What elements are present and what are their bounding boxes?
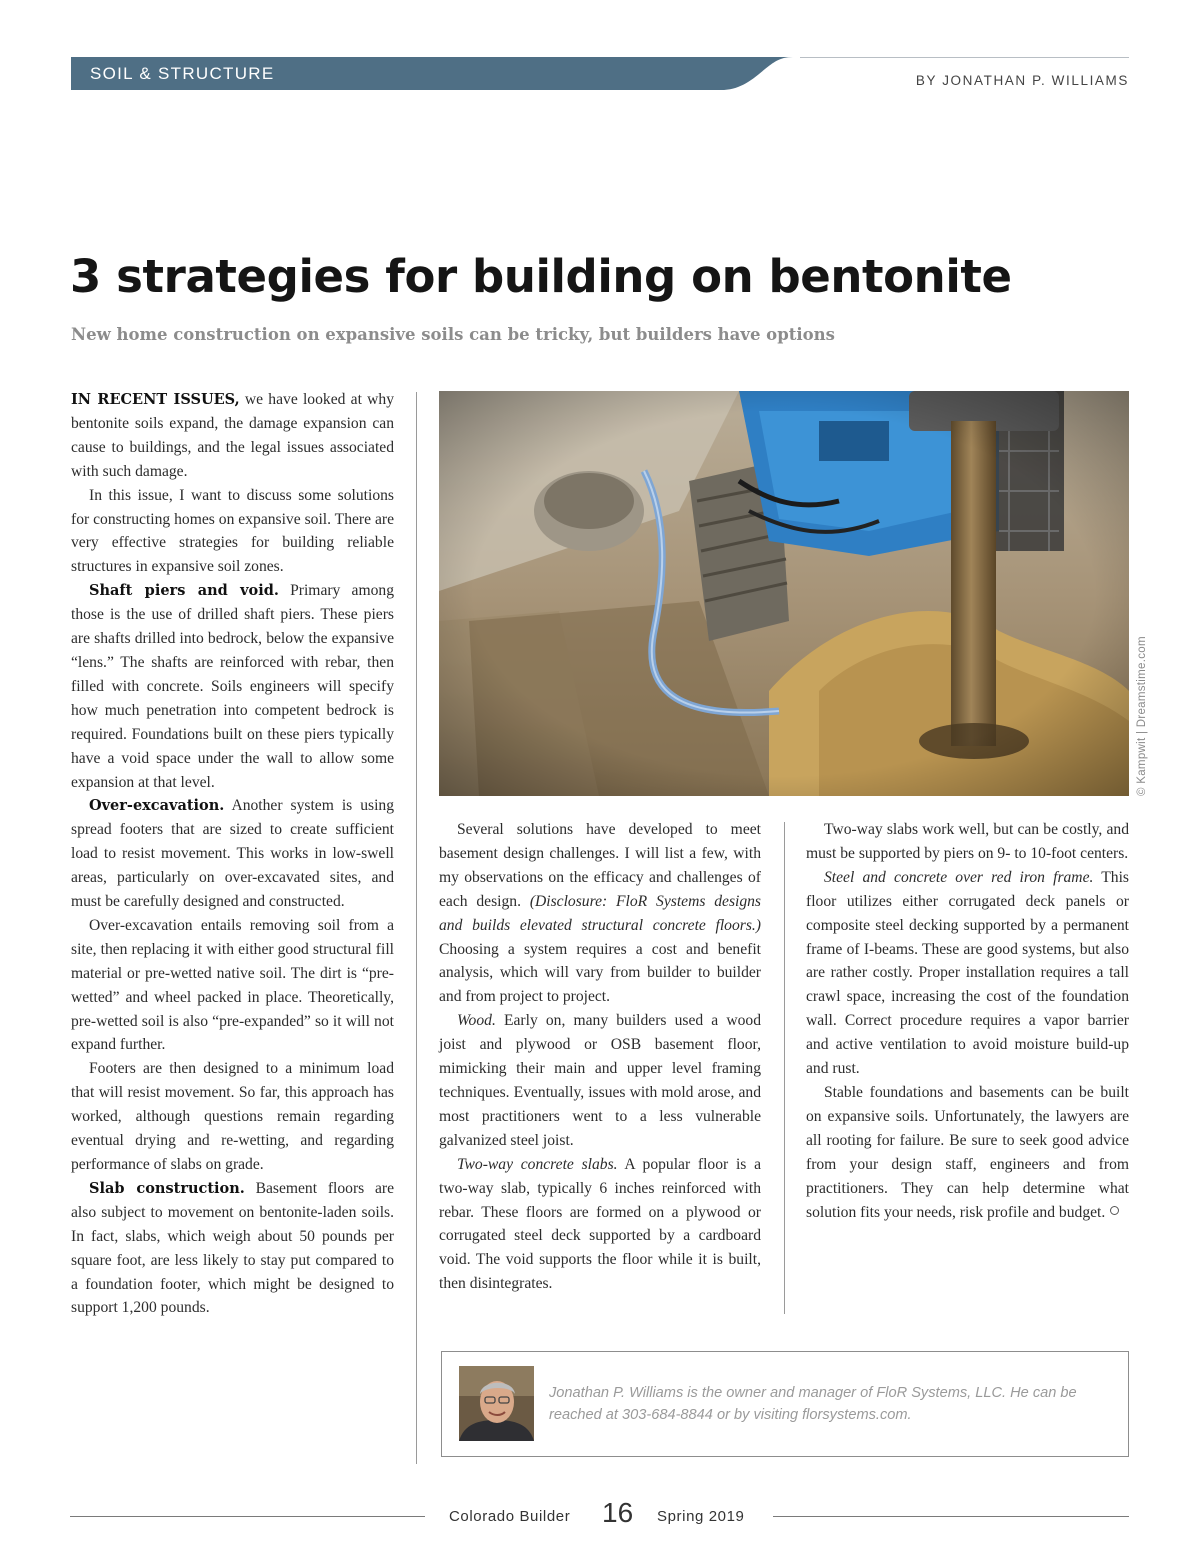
column-divider bbox=[784, 822, 785, 1314]
paragraph-text: Primary among those is the use of drilled shaft piers. These piers are shafts drilled into bedrock, below the expansive “lens.” The shafts are reinforced with rebar, then filled with concrete. Soils engineers will specify how much penetration into competent bedrock is required. Foundations built on these piers typically have a void space under the wall to allow some expansion at that level. bbox=[71, 582, 394, 791]
paragraph bbox=[439, 818, 761, 1009]
column-3 bbox=[806, 818, 1129, 1224]
paragraph-text: we have looked at why bentonite soils expand, the damage expansion can cause to buildings, and the legal issues associated with such damage. bbox=[71, 391, 394, 480]
paragraph bbox=[806, 866, 1129, 1081]
run-in-heading: Slab construction. bbox=[89, 1179, 245, 1197]
paragraph-text: Basement floors are also subject to movement on bentonite-laden soils. In fact, slabs, which weigh about 50 pounds per square foot, are less likely to stay put compared to a foundation footer, which might be designed to support 1,200 pounds. bbox=[71, 1179, 394, 1317]
paragraph-text: Early on, many builders used a wood joist and plywood or OSB basement floor, mimicking their main and upper level framing techniques. Eventually, issues with mold arose, and most practitioners went to a less vulnerable galvanized steel joist. bbox=[439, 1012, 761, 1149]
paragraph: Over-excavation entails removing soil from a site, then replacing it with either good structural fill material or pre-wetted native soil. The dirt is “pre-wetted” and wheel packed in place. Theoretically, pre-wetted soil is also “pre-expanded” so it will not expand further. bbox=[71, 916, 394, 1054]
run-in-heading: Shaft piers and void. bbox=[89, 582, 279, 600]
column-divider bbox=[416, 392, 417, 1464]
paragraph: Two-way slabs work well, but can be costly, and must be supported by piers on 9- to 10-foot centers. bbox=[806, 821, 1129, 862]
paragraph-text: Stable foundations and basements can be built on expansive soils. Unfortunately, the lawyers are all rooting for failure. Be sure to seek good advice from your design staff, engineers and from practitioners. They can help determine what solution fits your needs, risk profile and budget. bbox=[806, 1083, 1129, 1221]
run-in-heading: Over-excavation. bbox=[89, 797, 225, 815]
disclosure-note: (Disclosure: FloR Systems designs and builds elevated structural concrete floors.) bbox=[439, 892, 762, 934]
end-mark-icon bbox=[1110, 1206, 1119, 1215]
column-2 bbox=[439, 818, 761, 1296]
paragraph-text: A popular floor is a two-way slab, typically 6 inches reinforced with rebar. These floors are formed on a plywood or corrugated steel deck supported by a cardboard void. The void supports the floor while it is built, then disintegrates. bbox=[439, 1155, 761, 1293]
paragraph-text: Another system is using spread footers that are sized to create sufficient load to resist movement. This works in low-swell areas, particularly on over-excavated sites, and must be carefully designed and constructed. bbox=[71, 797, 394, 911]
paragraph-text: This floor utilizes either corrugated deck panels or composite steel decking supported by a permanent frame of I-beams. These are good systems, but also are rather costly. Proper installation requires a tall crawl space, increasing the cost of the foundation wall. Correct procedure requires a vapor barrier and active ventilation to avoid moisture build-up and rust. bbox=[806, 868, 1129, 1078]
byline: BY JONATHAN P. WILLIAMS bbox=[915, 73, 1129, 88]
paragraph bbox=[71, 388, 394, 484]
section-label: SOIL & STRUCTURE bbox=[90, 64, 275, 83]
footer-rule bbox=[773, 1516, 1129, 1517]
run-in-heading: Wood. bbox=[457, 1012, 496, 1030]
paragraph: In this issue, I want to discuss some solutions for constructing homes on expansive soil. There are very effective strategies for building reliable structures in expansive soil zones. bbox=[71, 486, 394, 576]
lead-in: IN RECENT ISSUES, bbox=[71, 391, 240, 408]
paragraph: Footers are then designed to a minimum load that will resist movement. So far, this approach has worked, although questions remain regarding eventual drying and re-wetting, and regarding performance of slabs on grade. bbox=[71, 1060, 394, 1173]
run-in-heading: Two-way concrete slabs. bbox=[457, 1155, 618, 1173]
footer-publication: Colorado Builder bbox=[449, 1508, 571, 1525]
author-photo bbox=[459, 1366, 534, 1441]
footer-issue: Spring 2019 bbox=[657, 1508, 745, 1525]
footer-rule bbox=[70, 1516, 425, 1517]
paragraph-text: Several solutions have developed to meet basement design challenges. I will list a few, with my observations on the efficacy and challenges of each design. bbox=[439, 821, 761, 910]
paragraph-text: Choosing a system requires a cost and benefit analysis, which will vary from builder to builder and from project to project. bbox=[439, 940, 761, 1006]
column-1 bbox=[71, 388, 394, 1320]
paragraph bbox=[71, 1177, 394, 1320]
section-band bbox=[71, 57, 831, 90]
paragraph bbox=[71, 579, 394, 794]
paragraph bbox=[439, 1009, 761, 1152]
page-number: 16 bbox=[602, 1497, 634, 1528]
header-rule bbox=[800, 57, 1129, 58]
run-in-heading: Steel and concrete over red iron frame. bbox=[824, 868, 1094, 886]
paragraph bbox=[439, 1153, 761, 1296]
paragraph bbox=[71, 794, 394, 914]
article-subtitle: New home construction on expansive soils can be tricky, but builders have options bbox=[71, 325, 835, 344]
drilling-rig-photo bbox=[439, 391, 1129, 796]
paragraph bbox=[806, 1081, 1129, 1224]
photo-credit: © Kampwit | Dreamstime.com bbox=[1136, 636, 1148, 796]
article-title: 3 strategies for building on bentonite bbox=[70, 250, 1012, 303]
author-bio: Jonathan P. Williams is the owner and manager of FloR Systems, LLC. He can be reached at 303-684-8844 or by visiting florsystems.com. bbox=[549, 1385, 1077, 1423]
author-box bbox=[441, 1351, 1129, 1457]
